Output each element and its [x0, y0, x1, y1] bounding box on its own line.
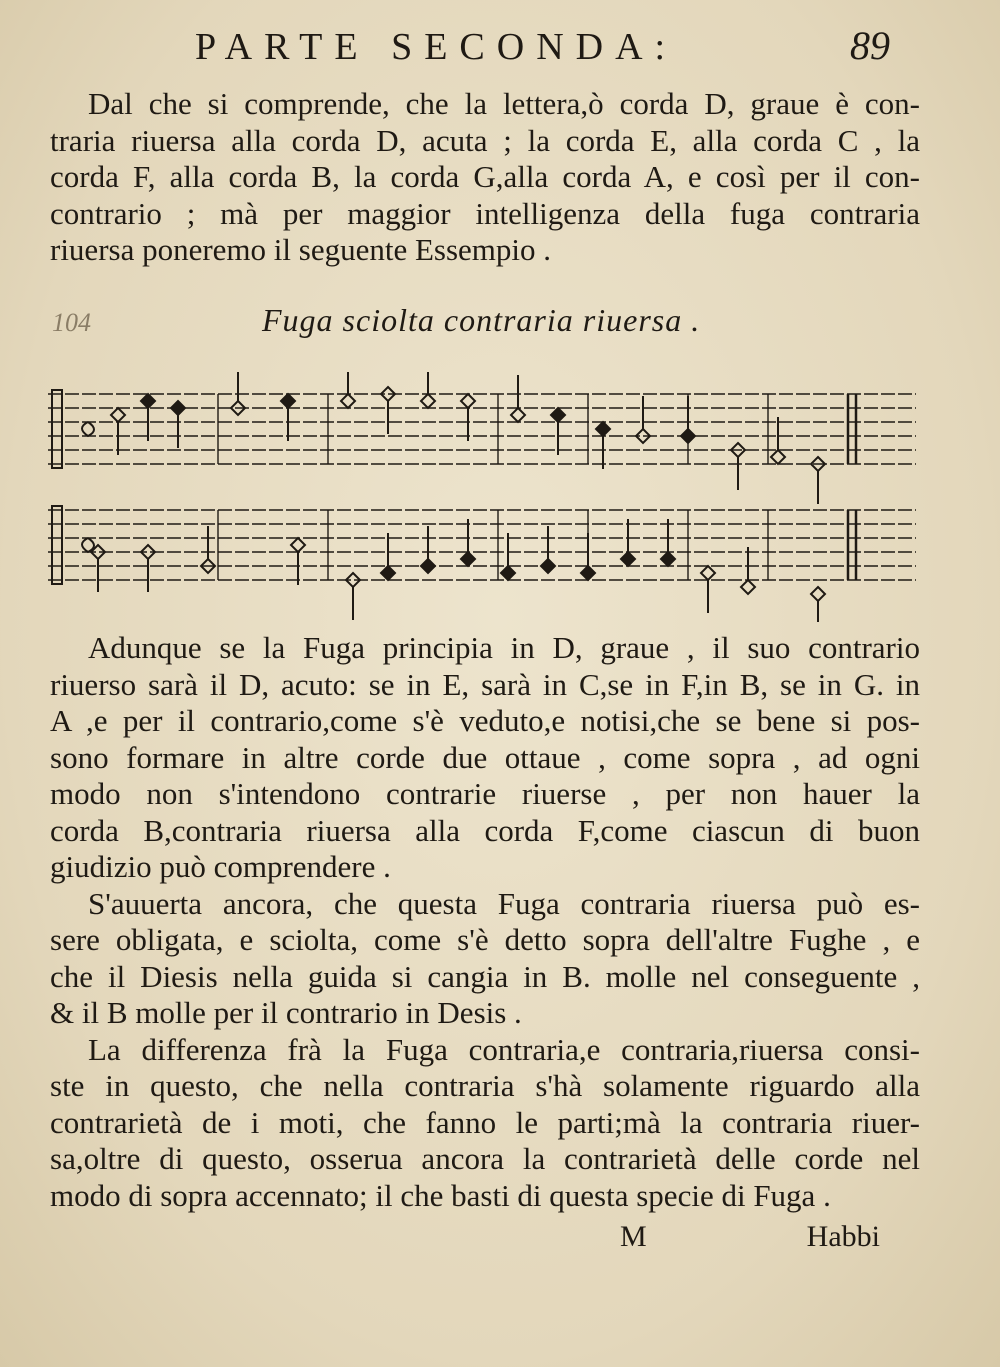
note-head [541, 559, 555, 573]
catchword: Habbi [806, 1220, 880, 1253]
clef-sign [82, 422, 94, 436]
note-head [501, 566, 515, 580]
music-staves [48, 372, 923, 622]
note-head [461, 394, 475, 408]
running-header [195, 22, 890, 78]
example-title: Fuga sciolta contraria riuersa . [262, 302, 701, 338]
note-head [141, 394, 155, 408]
note-head [421, 394, 435, 408]
text-line: La differenza frà la Fuga contraria,e contraria,riuersa consi- [88, 1031, 920, 1067]
text-line: sere obligata, e sciolta, come s'è detto sopra dell'altre Fughe , e [50, 922, 920, 957]
text-line: ste in questo, che nella contraria s'hà solamente riguardo alla [50, 1068, 920, 1103]
page-number: 89 [850, 23, 890, 68]
note-head [811, 587, 825, 601]
note-head [701, 566, 715, 580]
staff-bracket [52, 506, 62, 584]
catchwords [620, 1220, 880, 1254]
note-head [461, 552, 475, 566]
music-example [48, 372, 923, 622]
text-line: sono formare in altre corde due ottaue , come sopra , ad ogni [50, 739, 920, 775]
marginal-note: 104 [52, 308, 91, 337]
note-head [621, 552, 635, 566]
note-head [111, 408, 125, 422]
text-line: contrario ; mà per maggior intelligenza della fuga contraria [50, 195, 920, 231]
note-head [661, 552, 675, 566]
note-head [581, 566, 595, 580]
note-head [596, 422, 610, 436]
note-head [421, 559, 435, 573]
text-line: Dal che si comprende, che la lettera,ò corda D, graue è con- [88, 86, 920, 121]
running-title: PARTE SECONDA: [195, 26, 678, 68]
paragraph-2 [50, 630, 920, 1214]
text-line: sa,oltre di questo, osserua ancora la contrarietà delle corde nel [50, 1141, 920, 1176]
text-line: modo non s'intendono contrarie riuerse , per non hauer la [50, 776, 920, 811]
text-line: & il B molle per il contrario in Desis . [50, 995, 522, 1030]
note-head [681, 429, 695, 443]
note-head [511, 408, 525, 422]
note-head [741, 580, 755, 594]
staff-bracket [52, 390, 62, 468]
signature-mark: M [620, 1220, 647, 1253]
note-head [551, 408, 565, 422]
paragraph-1 [50, 86, 920, 269]
note-head [291, 538, 305, 552]
note-head [771, 450, 785, 464]
text-line: traria riuersa alla corda D, acuta ; la corda E, alla corda C , la [50, 122, 920, 158]
text-line: che il Diesis nella guida si cangia in B. molle nel conseguente , [50, 958, 920, 994]
text-line: riuersa poneremo il seguente Essempio . [50, 232, 552, 267]
text-line: corda F, alla corda B, la corda G,alla corda A, e così per il con- [50, 159, 920, 194]
text-line: A ,e per il contrario,come s'è veduto,e notisi,che se bene si pos- [50, 703, 920, 738]
text-line: riuerso sarà il D, acuto: se in E, sarà in C,se in F,in B, se in G. in [50, 666, 920, 702]
text-line: contrarietà de i moti, che fanno le parti;mà la contraria riuer- [50, 1104, 920, 1140]
text-line: S'auuerta ancora, che questa Fuga contraria riuersa può es- [88, 885, 920, 921]
text-line: giudizio può comprendere . [50, 849, 391, 884]
text-line: corda B,contraria riuersa alla corda F,come ciascun di buon [50, 812, 920, 848]
note-head [341, 394, 355, 408]
note-head [281, 394, 295, 408]
text-line: Adunque se la Fuga principia in D, graue , il suo contrario [88, 630, 920, 665]
note-head [381, 566, 395, 580]
note-head [171, 401, 185, 415]
text-line: modo di sopra accennato; il che basti di questa specie di Fuga . [50, 1177, 831, 1213]
